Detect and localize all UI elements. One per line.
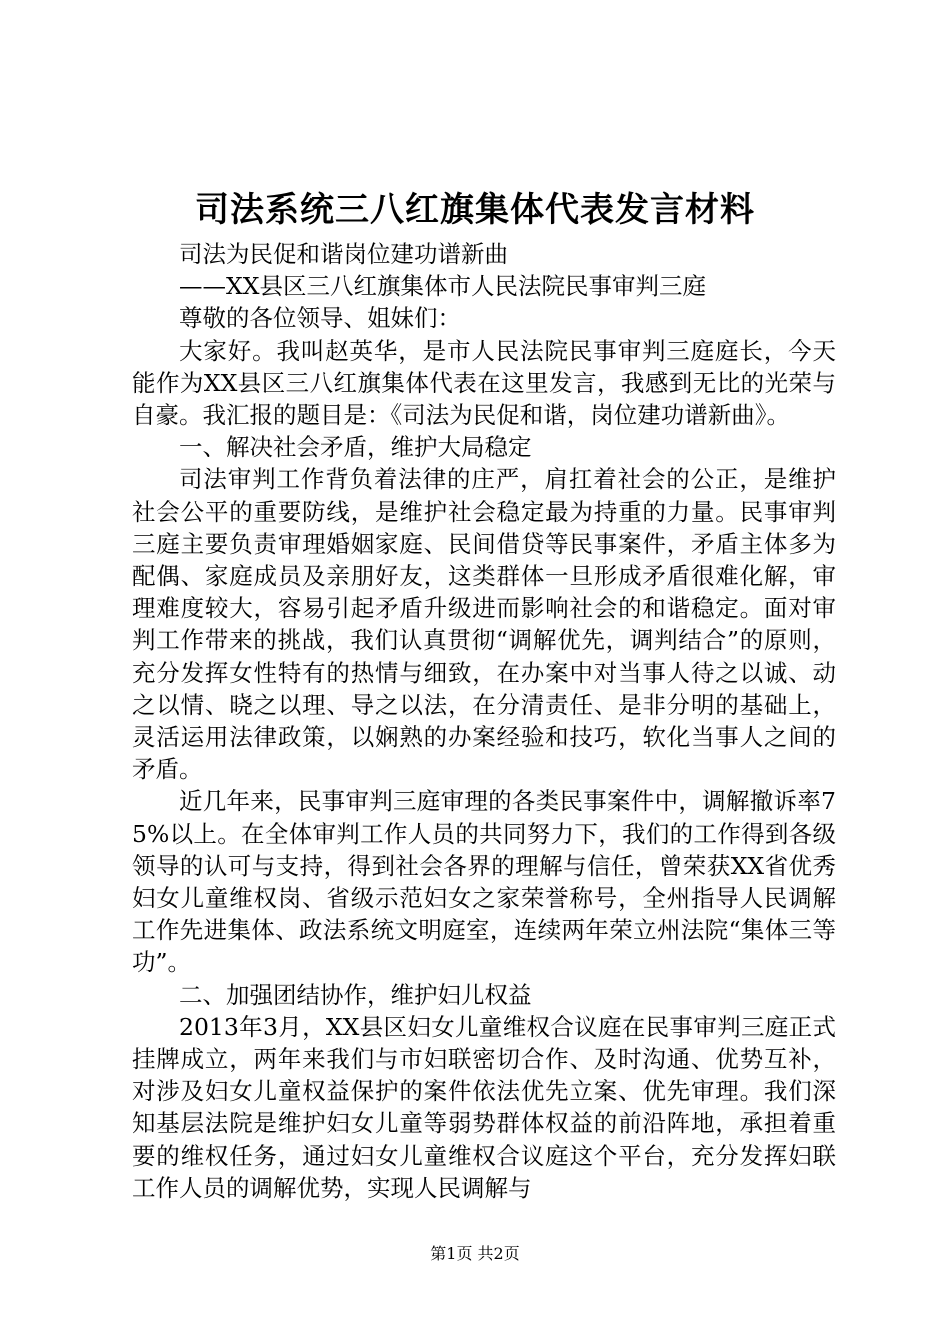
paragraph-section-2: 2013年3月，XX县区妇女儿童维权合议庭在民事审判三庭正式挂牌成立，两年来我们与市妇联密切合作、及时沟通、优势互补，对涉及妇女儿童权益保护的案件依法优先立案、优先审理。我们深知基层法院是维护妇女儿童等弱势群体权益的前沿阵地，承担着重要的维权任务，通过妇女儿童维权合议庭这个平台，充分发挥妇联工作人员的调解优势，实现人民调解与 — [132, 1012, 836, 1202]
subtitle-byline: ——XX县区三八红旗集体市人民法院民事审判三庭 — [179, 272, 706, 301]
salutation: 尊敬的各位领导、姐妹们： — [179, 304, 461, 333]
section-heading-2: 二、加强团结协作，维护妇儿权益 — [179, 980, 532, 1009]
paragraph-section-1: 司法审判工作背负着法律的庄严，肩扛着社会的公正，是维护社会公平的重要防线，是维护社会稳定最为持重的力量。民事审判三庭主要负责审理婚姻家庭、民间借贷等民事案件，矛盾主体多为配偶、家庭成员及亲朋好友，这类群体一旦形成矛盾很难化解，审理难度较大，容易引起矛盾升级进而影响社会的和谐稳定。面对审判工作带来的挑战，我们认真贯彻“调解优先，调判结合”的原则，充分发挥女性特有的热情与细致，在办案中对当事人待之以诚、动之以情、晓之以理、导之以法，在分清责任、是非分明的基础上，灵活运用法律政策，以娴熟的办案经验和技巧，软化当事人之间的矛盾。 — [132, 465, 836, 784]
page-number: 第1页 共2页 — [430, 1244, 520, 1263]
subtitle: 司法为民促和谐岗位建功谱新曲 — [179, 240, 508, 268]
document-title: 司法系统三八红旗集体代表发言材料 — [195, 190, 755, 230]
paragraph-achievements: 近几年来，民事审判三庭审理的各类民事案件中，调解撤诉率75%以上。在全体审判工作人员的共同努力下，我们的工作得到各级领导的认可与支持，得到社会各界的理解与信任，曾荣获XX省优秀妇女儿童维权岗、省级示范妇女之家荣誉称号，全州指导人民调解工作先进集体、政法系统文明庭室，连续两年荣立州法院“集体三等功”。 — [132, 787, 836, 977]
paragraph-intro: 大家好。我叫赵英华，是市人民法院民事审判三庭庭长，今天能作为XX县区三八红旗集体代表在这里发言，我感到无比的光荣与自豪。我汇报的题目是：《司法为民促和谐，岗位建功谱新曲》。 — [132, 336, 836, 430]
document-body — [132, 238, 836, 1204]
section-heading-1: 一、解决社会矛盾，维护大局稳定 — [179, 433, 532, 462]
